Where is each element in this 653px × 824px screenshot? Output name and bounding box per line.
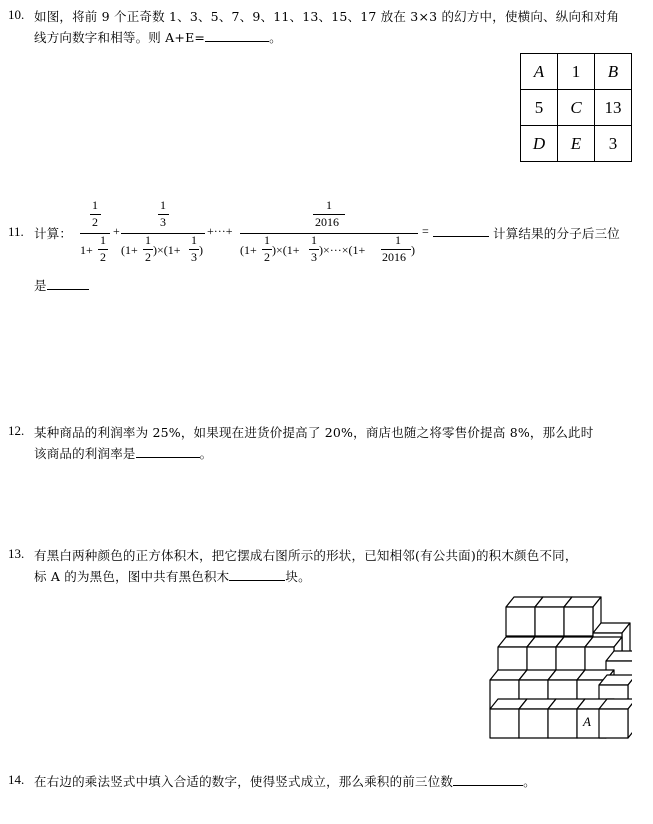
q14-line1-text: 在右边的乘法竖式中填入合适的数字，使得竖式成立，那么乘积的前三位数	[34, 774, 454, 789]
cube-front-face	[599, 709, 628, 738]
q12-number: 12.	[8, 423, 25, 438]
t1-num-den: 2	[92, 215, 98, 229]
cube-label-a: A	[583, 714, 591, 729]
t2-den-a: (1+	[121, 243, 138, 257]
q13-line2-text: 标 A 的为黑色，图中共有黑色积木	[34, 569, 230, 584]
t2-num-num: 1	[160, 198, 166, 212]
q10-end: 。	[269, 30, 282, 45]
plus-dots: +···+	[207, 224, 233, 238]
q13-line2	[34, 567, 311, 585]
q11-answer-blank[interactable]	[433, 226, 489, 237]
grid-cell-13: 13	[595, 90, 632, 126]
t3-den-d3: 3	[311, 250, 317, 264]
q11-line2-text: 是	[34, 278, 47, 293]
cube-front-face	[506, 607, 535, 636]
q13-answer-blank[interactable]	[229, 570, 285, 581]
q10-line1: 如图，将前 9 个正奇数 1、3、5、7、9、11、13、15、17 放在 3×3 的幻方中，使横向、纵向和对角	[34, 9, 620, 24]
grid-cell-3: 3	[595, 126, 632, 162]
q11-label: 计算：	[34, 226, 73, 241]
grid-cell-b: B	[595, 54, 632, 90]
q11-line2	[34, 276, 89, 294]
grid-cell-5: 5	[521, 90, 558, 126]
q10-answer-blank[interactable]	[205, 31, 269, 42]
q12-answer-blank[interactable]	[136, 447, 200, 458]
t1-num-num: 1	[92, 198, 98, 212]
cube-front-face	[490, 709, 519, 738]
q11-suffix: 计算结果的分子后三位	[493, 226, 621, 241]
t2-den-n1: 1	[145, 233, 151, 247]
q10-line2	[34, 28, 282, 46]
t3-den-c: )×···×(1+	[319, 243, 366, 257]
q13-line1: 有黑白两种颜色的正方体积木，把它摆成右图所示的形状，已知相邻(有公共面)的积木颜色不同，	[34, 548, 578, 563]
t3-den-b: )×(1+	[272, 243, 300, 257]
q10-line2-text: 线方向数字和相等。则 A+E=	[34, 30, 206, 45]
t2-den-d2: 2	[145, 250, 151, 264]
grid-cell-a: A	[521, 54, 558, 90]
t3-den-n2: 1	[311, 233, 317, 247]
t3-den-d: )	[411, 243, 415, 257]
equals-sign: =	[422, 224, 429, 238]
t1-den-d: 2	[100, 250, 106, 264]
q10-number: 10.	[8, 7, 25, 22]
t3-den-d2016: 2016	[382, 250, 406, 264]
t3-den-a: (1+	[240, 243, 257, 257]
t1-den-n: 1	[100, 233, 106, 247]
cube-front-face	[564, 607, 593, 636]
plus-1: +	[113, 224, 120, 238]
t2-den-d3: 3	[191, 250, 197, 264]
q14-end: 。	[523, 774, 536, 789]
cube-front-face	[548, 709, 577, 738]
grid-cell-c: C	[558, 90, 595, 126]
cube-stack-figure	[482, 590, 632, 745]
t3-den-d2: 2	[264, 250, 270, 264]
t3-den-n1: 1	[264, 233, 270, 247]
q14-number: 14.	[8, 772, 25, 787]
q12-line2	[34, 444, 212, 462]
t1-den-one: 1+	[80, 243, 93, 257]
grid-cell-1: 1	[558, 54, 595, 90]
cube-front-face	[519, 709, 548, 738]
q12-line2-text: 该商品的利润率是	[34, 446, 136, 461]
q12-end: 。	[199, 446, 213, 461]
grid-cell-d: D	[521, 126, 558, 162]
q11-number: 11.	[8, 224, 24, 239]
t2-den-b: )×(1+	[153, 243, 181, 257]
q14-line1	[34, 772, 536, 790]
q14-answer-blank[interactable]	[453, 775, 523, 786]
t2-den-c: )	[199, 243, 203, 257]
cube-front-face	[535, 607, 564, 636]
q13-number: 13.	[8, 546, 25, 561]
t2-num-den: 3	[160, 215, 166, 229]
t3-num-den: 2016	[315, 215, 339, 229]
q12-line1: 某种商品的利润率为 25%，如果现在进货价提高了 20%，商店也随之将零售价提高 8%，那么此时	[34, 425, 594, 440]
t2-den-n2: 1	[191, 233, 197, 247]
grid-cell-e: E	[558, 126, 595, 162]
t3-num-num: 1	[326, 198, 332, 212]
magic-square-grid	[520, 53, 632, 162]
t3-den-n3: 1	[395, 233, 401, 247]
q13-line2-end: 块。	[285, 569, 311, 584]
q11-line2-blank[interactable]	[47, 279, 89, 290]
